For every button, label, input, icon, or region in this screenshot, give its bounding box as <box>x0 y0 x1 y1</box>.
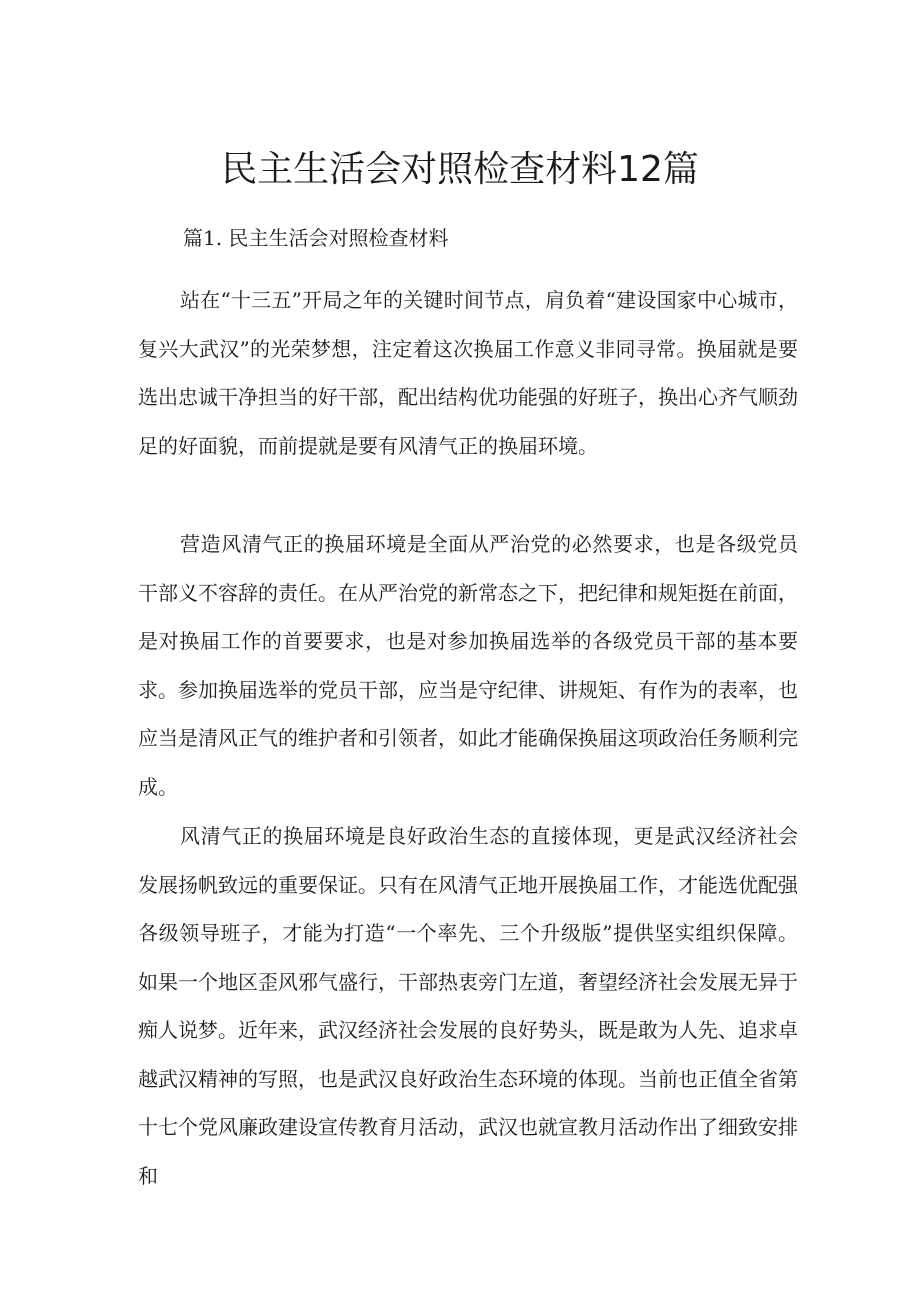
paragraph-3: 风清气正的换届环境是良好政治生态的直接体现，更是武汉经济社会发展扬帆致远的重要保证。只有在风清气正地开展换届工作，才能选优配强各级领导班子，才能为打造“一个率先、三个升级版”提供坚实组织保障。如果一个地区歪风邪气盛行，干部热衷旁门左道，奢望经济社会发展无异于痴人说梦。近年来，武汉经济社会发展的良好势头，既是敢为人先、追求卓越武汉精神的写照，也是武汉良好政治生态环境的体现。当前也正值全省第十七个党风廉政建设宣传教育月活动，武汉也就宣教月活动作出了细致安排和 <box>138 824 798 1188</box>
paragraph-1: 站在“十三五”开局之年的关键时间节点，肩负着“建设国家中心城市，复兴大武汉”的光荣梦想，注定着这次换届工作意义非同寻常。换届就是要选出忠诚干净担当的好干部，配出结构优功能强的好班子，换出心齐气顺劲足的好面貌，而前提就是要有风清气正的换届环境。 <box>138 288 798 458</box>
document-title: 民主生活会对照检查材料12篇 <box>221 149 699 190</box>
section-heading: 篇1. 民主生活会对照检查材料 <box>183 226 449 250</box>
paragraph-2: 营造风清气正的换届环境是全面从严治党的必然要求，也是各级党员干部义不容辞的责任。在从严治党的新常态之下，把纪律和规矩挺在前面，是对换届工作的首要要求，也是对参加换届选举的各级党员干部的基本要求。参加换届选举的党员干部，应当是守纪律、讲规矩、有作为的表率，也应当是清风正气的维护者和引领者，如此才能确保换届这项政治任务顺利完成。 <box>138 532 798 799</box>
